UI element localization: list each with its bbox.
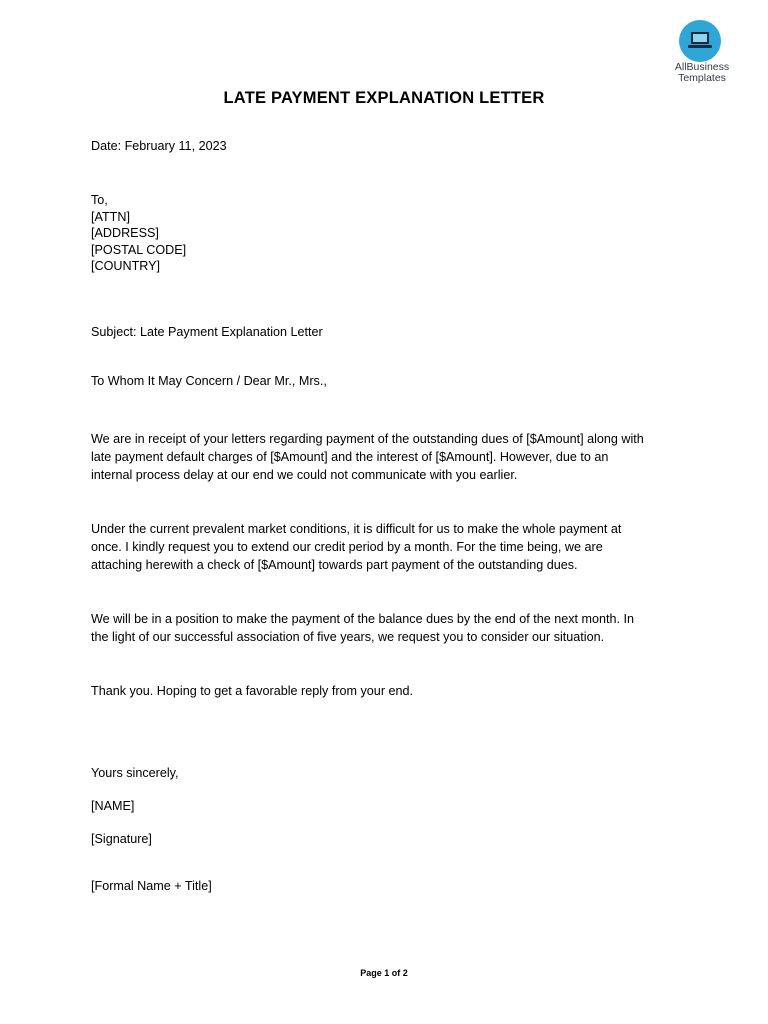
letter-date: Date: February 11, 2023 [91,139,227,153]
letter-subject: Subject: Late Payment Explanation Letter [91,325,323,339]
paragraph-line: the light of our successful association of five years, we request you to consider our situation. [91,630,605,644]
body-paragraph-1 [91,430,681,484]
paragraph-line: We will be in a position to make the payment of the balance dues by the end of the next month. In [91,612,635,626]
logo-text [664,62,740,84]
laptop-icon [679,20,721,62]
thanks-line: Thank you. Hoping to get a favorable reply from your end. [91,684,414,698]
closing-line: Yours sincerely, [91,766,179,780]
body-paragraph-3 [91,610,681,646]
logo-line-2: Templates [678,72,726,84]
allbusiness-templates-logo [664,18,740,88]
letter-title: LATE PAYMENT EXPLANATION LETTER [223,89,545,107]
paragraph-line: attaching herewith a check of [$Amount] towards part payment of the outstanding dues. [91,558,578,572]
address-postal-code: [POSTAL CODE] [91,242,187,257]
logo-line-1: AllBusiness [674,61,730,73]
address-address: [ADDRESS] [91,226,159,240]
address-attn: [ATTN] [91,209,130,224]
letter-salutation: To Whom It May Concern / Dear Mr., Mrs., [91,374,327,388]
page-number: Page 1 of 2 [360,968,408,978]
paragraph-line: once. I kindly request you to extend our credit period by a month. For the time being, we are [91,540,603,554]
address-country: [COUNTRY] [91,259,161,273]
paragraph-line: late payment default charges of [$Amount] and the interest of [$Amount]. However, due to an [91,450,609,464]
formal-name-title: [Formal Name + Title] [91,879,212,893]
address-to: To, [91,193,108,207]
signature-placeholder: [Signature] [91,832,152,846]
paragraph-line: Under the current prevalent market conditions, it is difficult for us to make the whole payment at [91,522,622,536]
recipient-address [91,192,186,275]
sender-name: [NAME] [91,799,135,813]
paragraph-line: We are in receipt of your letters regarding payment of the outstanding dues of [$Amount] along with [91,432,644,446]
body-paragraph-2 [91,520,681,574]
paragraph-line: internal process delay at our end we could not communicate with you earlier. [91,468,518,482]
